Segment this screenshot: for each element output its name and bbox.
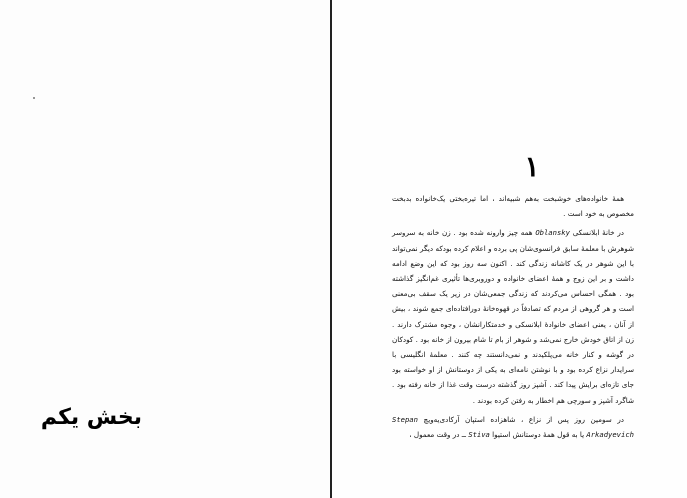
chapter-number: ۱ xyxy=(524,150,540,183)
paragraph-text: در خانهٔ ابلانسکی xyxy=(569,228,624,238)
left-page xyxy=(0,0,330,498)
paragraph-text: یا به قول همهٔ دوستانش استیوا xyxy=(489,430,587,440)
paragraph xyxy=(392,412,634,442)
part-title: بخش یکم xyxy=(40,405,142,430)
latin-name: Stepan Arkadyevich xyxy=(392,414,634,440)
latin-name: Stiva xyxy=(468,430,490,440)
paragraph-text: ــ در وقت معمول ، xyxy=(409,430,469,440)
paragraph-text: همهٔ خانواده‌های خوشبخت به‌هم شبیه‌اند ، اما تیره‌بختی یک‌خانواده بدبخت مخصوص به خود است . xyxy=(392,194,634,219)
latin-name: Oblansky xyxy=(535,228,570,238)
paragraph-text: همه چیز وارونه شده بود . زن خانه به سروسر شوهرش با معلمهٔ سابق فرانسوی‌شان پی برده و اعلام کرده بودکه دیگر نمی‌تواند با این شوهر در یک کاشانه زندگی کند . اکنون سه روز بود که این وضع ادامه داشت و بر این زوج و همهٔ اعضای خانواده و دوروبری‌ها تأثیری غم‌انگیز گذاشته بود . همگی احساس می‌کردند که زندگی جمعی‌شان در زیر یک سقف بی‌معنی است و هر گروهی از مردم که تصادفاً در قهوه‌خانهٔ دورافتاده‌ای جمع شوند ، بیش از آنان ، یعنی اعضای خانوادهٔ ابلانسکی و خدمتکارانشان ، وجوه مشترک دارند . زن از اتاق خودش خارج نمی‌شد و شوهر از بام تا شام بیرون از خانه بود . کودکان در گوشه و کنار خانه می‌پلکیدند و نمی‌دانستند چه کنند . معلمهٔ انگلیسی با سرایدار نزاع کرده بود و با نوشتن نامه‌ای به یکی از دوستانش از او خواسته بود جای تازه‌ای برایش پیدا کند . آشپز روز گذشته درست وقت غذا از خانه رفته بود . شاگرد آشپز و سورچی هم اخطار به رفتن کرده بودند . xyxy=(392,228,634,405)
page-speck xyxy=(33,97,35,99)
chapter-body-text xyxy=(392,191,634,442)
paragraph xyxy=(392,191,634,221)
paragraph xyxy=(392,225,634,407)
paragraph-text: در سومین روز پس از نزاع ، شاهزاده استپان آرکادی‌یه‌ویچ xyxy=(417,414,624,424)
